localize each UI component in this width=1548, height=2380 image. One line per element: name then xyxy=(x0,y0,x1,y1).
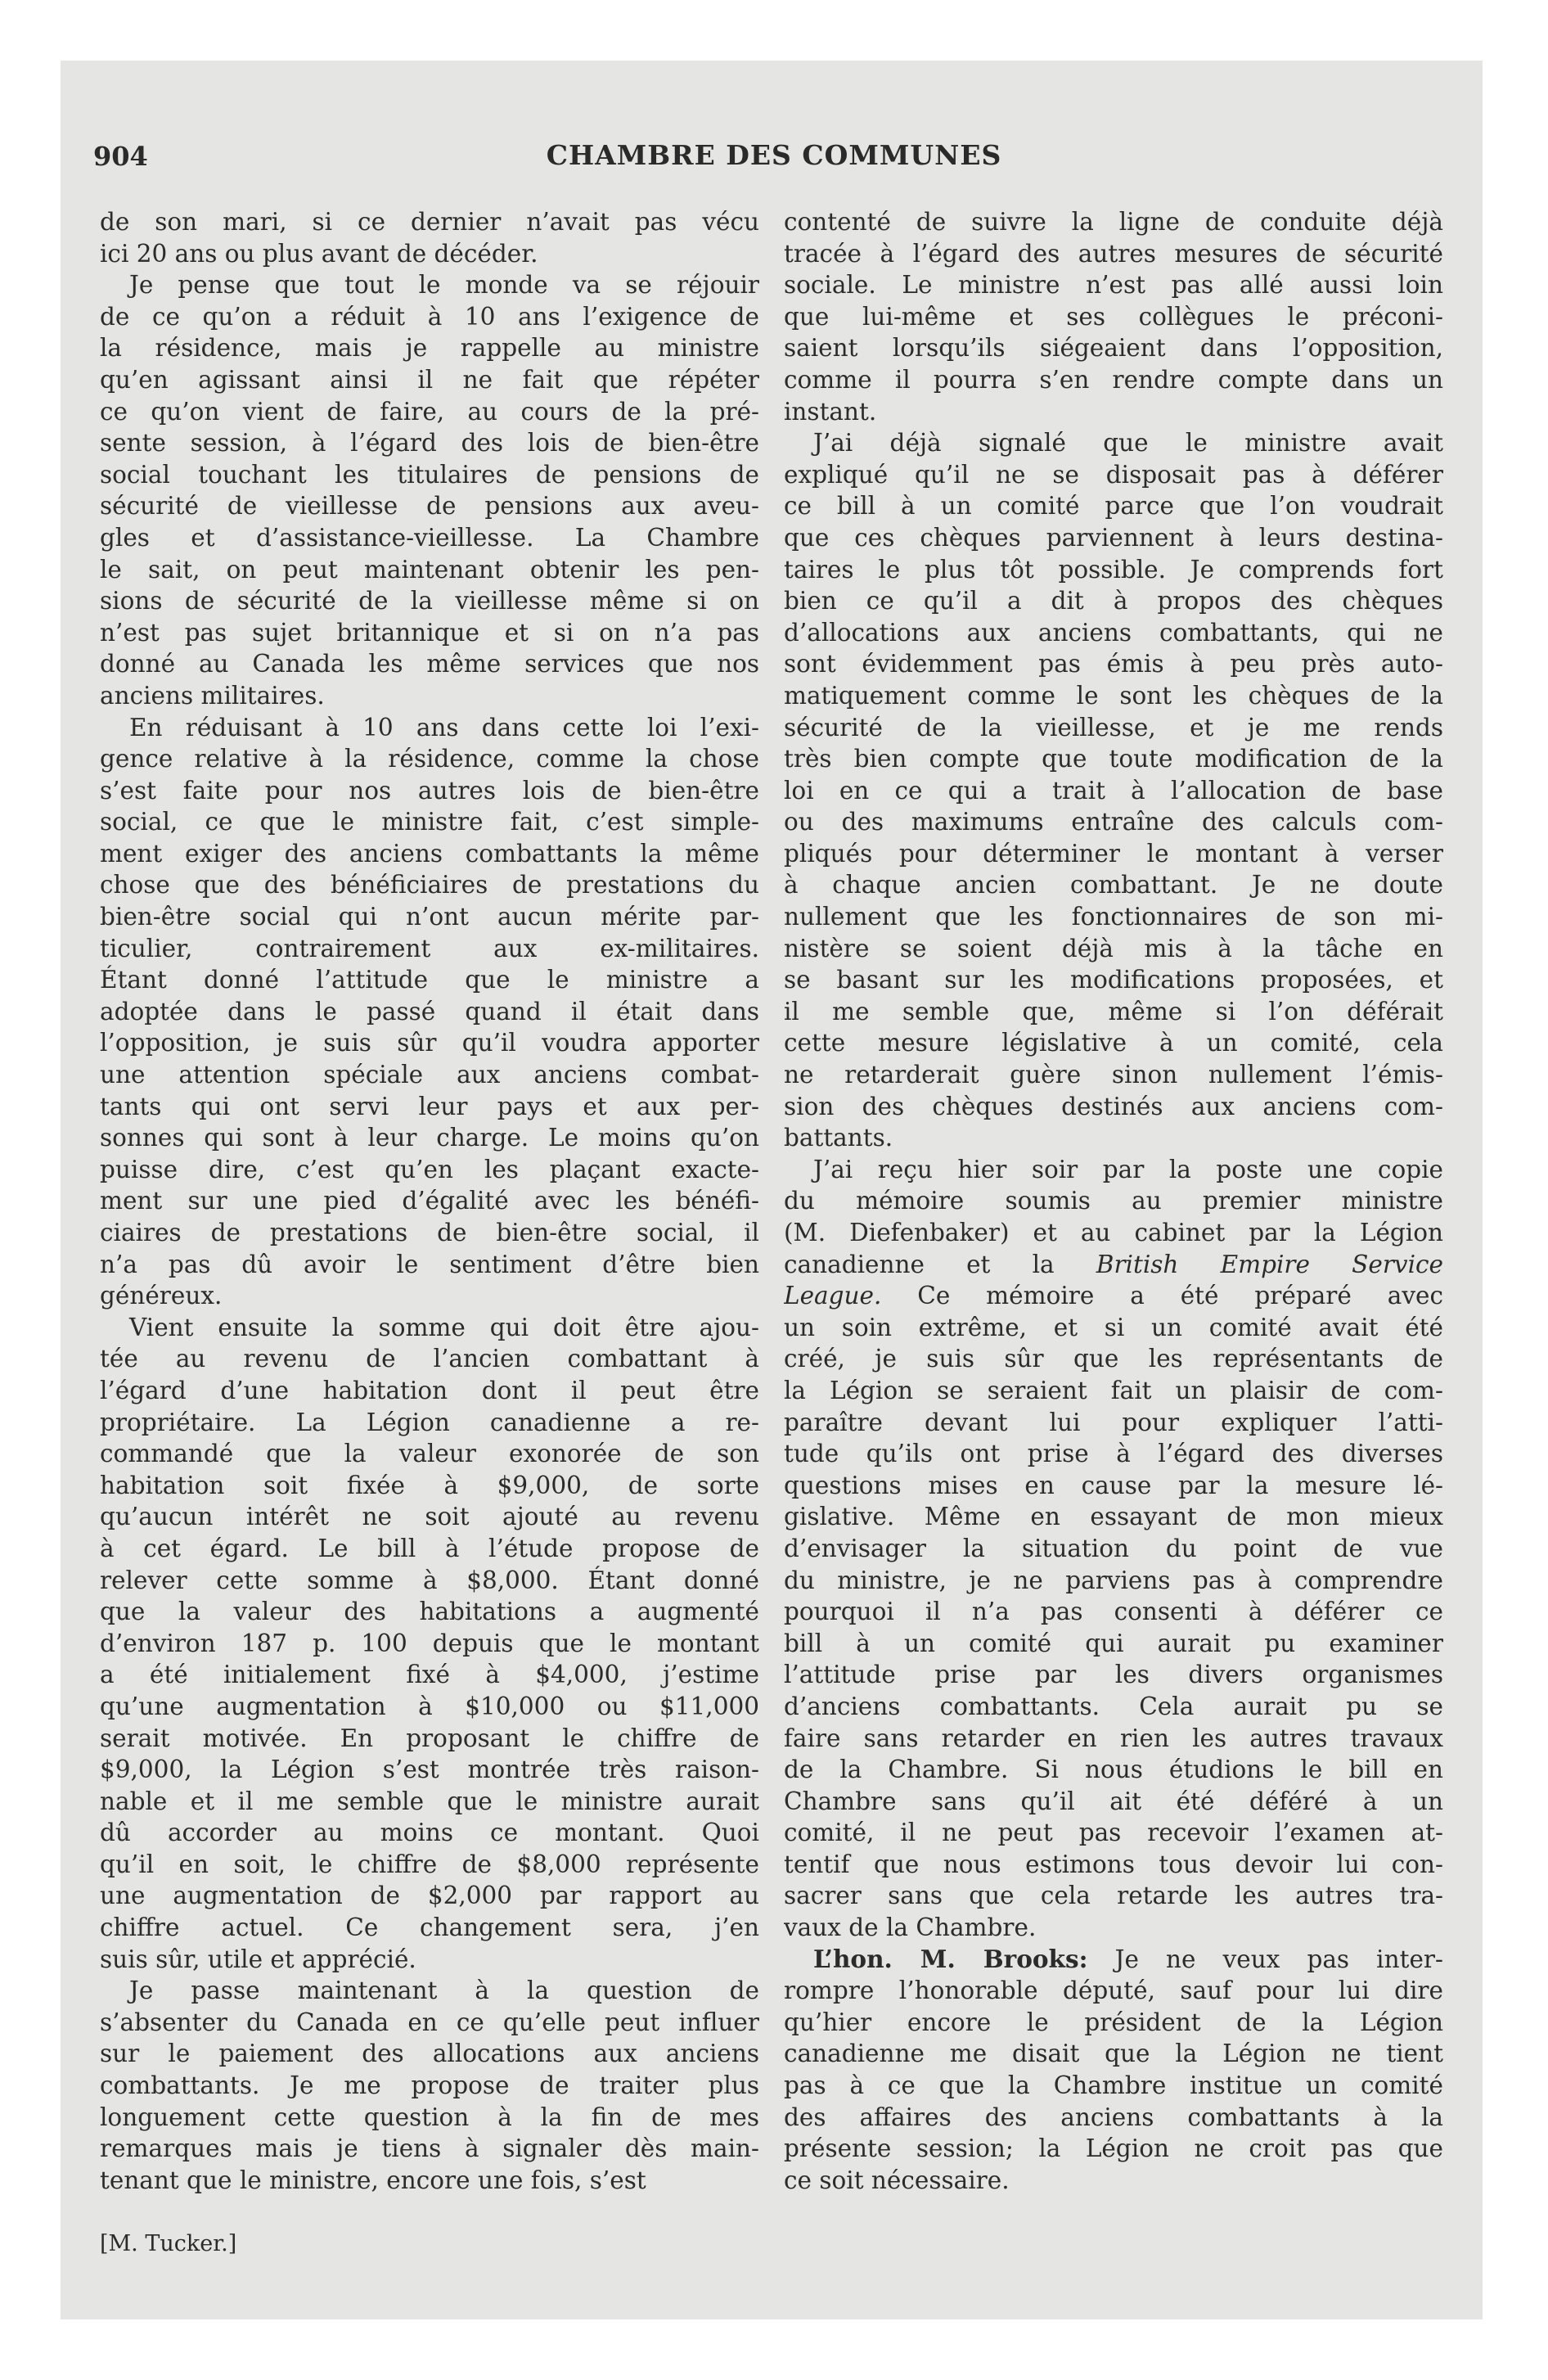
paragraph xyxy=(784,206,1443,427)
text-line: nistère se soient déjà mis à la tâche en xyxy=(784,934,1443,962)
running-title: CHAMBRE DES COMMUNES xyxy=(546,139,1002,171)
text-line: habitation soit fixée à $9,000, de sorte xyxy=(100,1471,759,1499)
text-line: de son mari, si ce dernier n’avait pas vécu xyxy=(100,208,759,236)
text-line: Je pense que tout le monde va se réjouir xyxy=(129,271,759,300)
text-line: ou des maximums entraîne des calculs com- xyxy=(784,808,1443,836)
text-line: ici 20 ans ou plus avant de décéder. xyxy=(100,239,538,268)
text-line: la Légion se seraient fait un plaisir de com- xyxy=(784,1376,1443,1404)
text-line: sécurité de vieillesse de pensions aux aveu- xyxy=(100,492,759,521)
text-line: instant. xyxy=(784,397,877,426)
text-line: l’égard d’une habitation dont il peut être xyxy=(100,1376,759,1404)
text-line: qu’aucun intérêt ne soit ajouté au revenu xyxy=(100,1503,759,1531)
text-line: J’ai reçu hier soir par la poste une copie xyxy=(813,1155,1443,1183)
text-line: bien ce qu’il a dit à propos des chèques xyxy=(784,587,1443,615)
text-line: ment sur une pied d’égalité avec les bénéfi- xyxy=(100,1187,759,1215)
text-line: sont évidemment pas émis à peu près auto- xyxy=(784,650,1443,678)
text-line: ce qu’on vient de faire, au cours de la pré- xyxy=(100,397,759,426)
text-line: présente session; la Légion ne croit pas que xyxy=(784,2134,1443,2163)
text-line: pliqués pour déterminer le montant à verser xyxy=(784,839,1443,868)
text-line: de la Chambre. Si nous étudions le bill en xyxy=(784,1756,1443,1784)
text-line: bill à un comité qui aurait pu examiner xyxy=(784,1629,1443,1657)
text-line: gles et d’assistance-vieillesse. La Chambre xyxy=(100,523,759,552)
text-line: suis sûr, utile et apprécié. xyxy=(100,1945,416,1973)
text-line: gislative. Même en essayant de mon mieux xyxy=(784,1503,1443,1531)
text-line: qu’une augmentation à $10,000 ou $11,000 xyxy=(100,1692,759,1720)
text-line: qu’il en soit, le chiffre de $8,000 représente xyxy=(100,1850,759,1878)
text-line: sonnes qui sont à leur charge. Le moins qu’on xyxy=(100,1124,759,1152)
text-line: tée au revenu de l’ancien combattant à xyxy=(100,1345,759,1373)
text-line: combattants. Je me propose de traiter plus xyxy=(100,2071,759,2100)
text-line: chiffre actuel. Ce changement sera, j’en xyxy=(100,1913,759,1942)
text-line: adoptée dans le passé quand il était dans xyxy=(100,997,759,1025)
text-line: sur le paiement des allocations aux anciens xyxy=(100,2040,759,2068)
text-line: du mémoire soumis au premier ministre xyxy=(784,1187,1443,1215)
text-line: League. Ce mémoire a été préparé avec xyxy=(784,1282,1443,1310)
text-line: loi en ce qui a trait à l’allocation de base xyxy=(784,776,1443,805)
text-line: tude qu’ils ont prise à l’égard des diverses xyxy=(784,1440,1443,1468)
text-line: chose que des bénéficiaires de prestations du xyxy=(100,871,759,899)
text-line: sécurité de la vieillesse, et je me rends xyxy=(784,713,1443,741)
text-line: taires le plus tôt possible. Je comprends fort xyxy=(784,555,1443,584)
text-line: questions mises en cause par la mesure lé- xyxy=(784,1471,1443,1499)
page-number: 904 xyxy=(93,141,148,172)
paragraph xyxy=(100,269,759,711)
text-line: il me semble que, même si l’on déférait xyxy=(784,997,1443,1025)
text-line: Vient ensuite la somme qui doit être ajou- xyxy=(129,1313,759,1341)
text-line: ment exiger des anciens combattants la même xyxy=(100,839,759,868)
text-line: paraître devant lui pour expliquer l’atti- xyxy=(784,1408,1443,1436)
text-line: qu’hier encore le président de la Légion xyxy=(784,2008,1443,2036)
paragraph xyxy=(100,712,759,1312)
paragraph xyxy=(100,206,759,269)
text-line: que la valeur des habitations a augmenté xyxy=(100,1598,759,1626)
text-line: ce soit nécessaire. xyxy=(784,2166,1010,2194)
text-line: longuement cette question à la fin de mes xyxy=(100,2103,759,2131)
text-line: tentif que nous estimons tous devoir lui con- xyxy=(784,1850,1443,1878)
text-line: le sait, on peut maintenant obtenir les pen- xyxy=(100,555,759,584)
text-line: nullement que les fonctionnaires de son mi- xyxy=(784,903,1443,931)
text-line: relever cette somme à $8,000. Étant donné xyxy=(100,1566,759,1594)
text-line: la résidence, mais je rappelle au ministre xyxy=(100,334,759,363)
text-line: d’envisager la situation du point de vue xyxy=(784,1534,1443,1562)
text-line: s’est faite pour nos autres lois de bien-être xyxy=(100,776,759,805)
text-line: nable et il me semble que le ministre aurait xyxy=(100,1787,759,1815)
text-line: ticulier, contrairement aux ex-militaires. xyxy=(100,934,759,962)
text-line: battants. xyxy=(784,1124,893,1152)
text-line: donné au Canada les même services que nos xyxy=(100,650,759,678)
text-line: $9,000, la Légion s’est montrée très raison- xyxy=(100,1756,759,1784)
text-line: comme il pourra s’en rendre compte dans un xyxy=(784,365,1443,394)
text-line: puisse dire, c’est qu’en les plaçant exacte- xyxy=(100,1155,759,1183)
text-line: sacrer sans que cela retarde les autres tra- xyxy=(784,1882,1443,1910)
text-line: serait motivée. En proposant le chiffre de xyxy=(100,1724,759,1752)
text-line: une attention spéciale aux anciens combat- xyxy=(100,1061,759,1089)
text-line: un soin extrême, et si un comité avait été xyxy=(784,1313,1443,1341)
text-line: dû accorder au moins ce montant. Quoi xyxy=(100,1819,759,1847)
text-line: tants qui ont servi leur pays et aux per- xyxy=(100,1092,759,1120)
text-line: sion des chèques destinés aux anciens com- xyxy=(784,1092,1443,1120)
text-line: sente session, à l’égard des lois de bien-être xyxy=(100,429,759,458)
text-line: tenant que le ministre, encore une fois, s’est xyxy=(100,2166,646,2194)
text-line: canadienne et la British Empire Service xyxy=(784,1250,1443,1278)
text-line: saient lorsqu’ils siégeaient dans l’opposition, xyxy=(784,334,1443,363)
paragraph xyxy=(100,1975,759,2196)
text-line: l’attitude prise par les divers organismes xyxy=(784,1661,1443,1689)
text-line: J’ai déjà signalé que le ministre avait xyxy=(813,429,1443,458)
text-line: une augmentation de $2,000 par rapport au xyxy=(100,1882,759,1910)
text-line: ce bill à un comité parce que l’on voudrait xyxy=(784,492,1443,521)
text-line: pourquoi il n’a pas consenti à déférer ce xyxy=(784,1598,1443,1626)
text-line: Chambre sans qu’il ait été déféré à un xyxy=(784,1787,1443,1815)
paragraph xyxy=(784,1944,1443,2197)
text-line: cette mesure législative à un comité, cela xyxy=(784,1029,1443,1057)
text-line: bien-être social qui n’ont aucun mérite par- xyxy=(100,903,759,931)
text-line: remarques mais je tiens à signaler dès main- xyxy=(100,2134,759,2163)
text-line: social, ce que le ministre fait, c’est simple- xyxy=(100,808,759,836)
text-line: à chaque ancien combattant. Je ne doute xyxy=(784,871,1443,899)
text-line: a été initialement fixé à $4,000, j’estime xyxy=(100,1661,759,1689)
text-line: sociale. Le ministre n’est pas allé aussi loin xyxy=(784,271,1443,300)
text-line: des affaires des anciens combattants à la xyxy=(784,2103,1443,2131)
text-line: d’anciens combattants. Cela aurait pu se xyxy=(784,1692,1443,1720)
text-line: Je passe maintenant à la question de xyxy=(129,1977,759,2005)
text-line: matiquement comme le sont les chèques de la xyxy=(784,681,1443,710)
text-line: généreux. xyxy=(100,1282,223,1310)
text-line: canadienne me disait que la Légion ne tient xyxy=(784,2040,1443,2068)
text-line: Étant donné l’attitude que le ministre a xyxy=(100,966,759,994)
text-line: d’environ 187 p. 100 depuis que le montant xyxy=(100,1629,759,1657)
text-line: du ministre, je ne parviens pas à comprendre xyxy=(784,1566,1443,1594)
text-line: comité, il ne peut pas recevoir l’examen at- xyxy=(784,1819,1443,1847)
speaker-note: [M. Tucker.] xyxy=(100,2231,237,2256)
text-line: pas à ce que la Chambre institue un comité xyxy=(784,2071,1443,2100)
paragraph xyxy=(784,1154,1443,1944)
text-line: commandé que la valeur exonorée de son xyxy=(100,1440,759,1468)
text-line: l’opposition, je suis sûr qu’il voudra apporter xyxy=(100,1029,759,1057)
text-line: ne retarderait guère sinon nullement l’émis- xyxy=(784,1061,1443,1089)
text-line: ciaires de prestations de bien-être social, il xyxy=(100,1219,759,1246)
text-line: anciens militaires. xyxy=(100,681,325,710)
text-line: de ce qu’on a réduit à 10 ans l’exigence de xyxy=(100,302,759,331)
left-column xyxy=(100,206,759,2196)
text-line: que lui-même et ses collègues le préconi- xyxy=(784,302,1443,331)
text-line: En réduisant à 10 ans dans cette loi l’exi- xyxy=(129,713,759,741)
text-line: faire sans retarder en rien les autres travaux xyxy=(784,1724,1443,1752)
paragraph xyxy=(100,1312,759,1975)
text-line: s’absenter du Canada en ce qu’elle peut influer xyxy=(100,2008,759,2036)
text-line: L’hon. M. Brooks: Je ne veux pas inter- xyxy=(813,1944,1443,1973)
text-line: se basant sur les modifications proposées, et xyxy=(784,966,1443,994)
paragraph xyxy=(784,427,1443,1154)
right-column xyxy=(784,206,1443,2196)
text-line: vaux de la Chambre. xyxy=(784,1913,1037,1942)
text-line: gence relative à la résidence, comme la chose xyxy=(100,745,759,773)
text-line: tracée à l’égard des autres mesures de sécurité xyxy=(784,239,1443,268)
text-line: rompre l’honorable député, sauf pour lui dire xyxy=(784,1977,1443,2005)
text-line: que ces chèques parviennent à leurs destina- xyxy=(784,523,1443,552)
text-line: contenté de suivre la ligne de conduite déjà xyxy=(784,208,1443,236)
text-line: d’allocations aux anciens combattants, qui ne xyxy=(784,618,1443,647)
text-line: à cet égard. Le bill à l’étude propose de xyxy=(100,1534,759,1562)
text-line: propriétaire. La Légion canadienne a re- xyxy=(100,1408,759,1436)
text-line: n’est pas sujet britannique et si on n’a pas xyxy=(100,618,759,647)
text-line: social touchant les titulaires de pensions de xyxy=(100,460,759,489)
text-line: qu’en agissant ainsi il ne fait que répéter xyxy=(100,365,759,394)
text-line: très bien compte que toute modification de la xyxy=(784,745,1443,773)
text-line: sions de sécurité de la vieillesse même si on xyxy=(100,587,759,615)
text-line: n’a pas dû avoir le sentiment d’être bien xyxy=(100,1250,759,1278)
text-line: créé, je suis sûr que les représentants de xyxy=(784,1345,1443,1373)
text-line: expliqué qu’il ne se disposait pas à déférer xyxy=(784,460,1443,489)
text-line: (M. Diefenbaker) et au cabinet par la Légion xyxy=(784,1219,1443,1246)
